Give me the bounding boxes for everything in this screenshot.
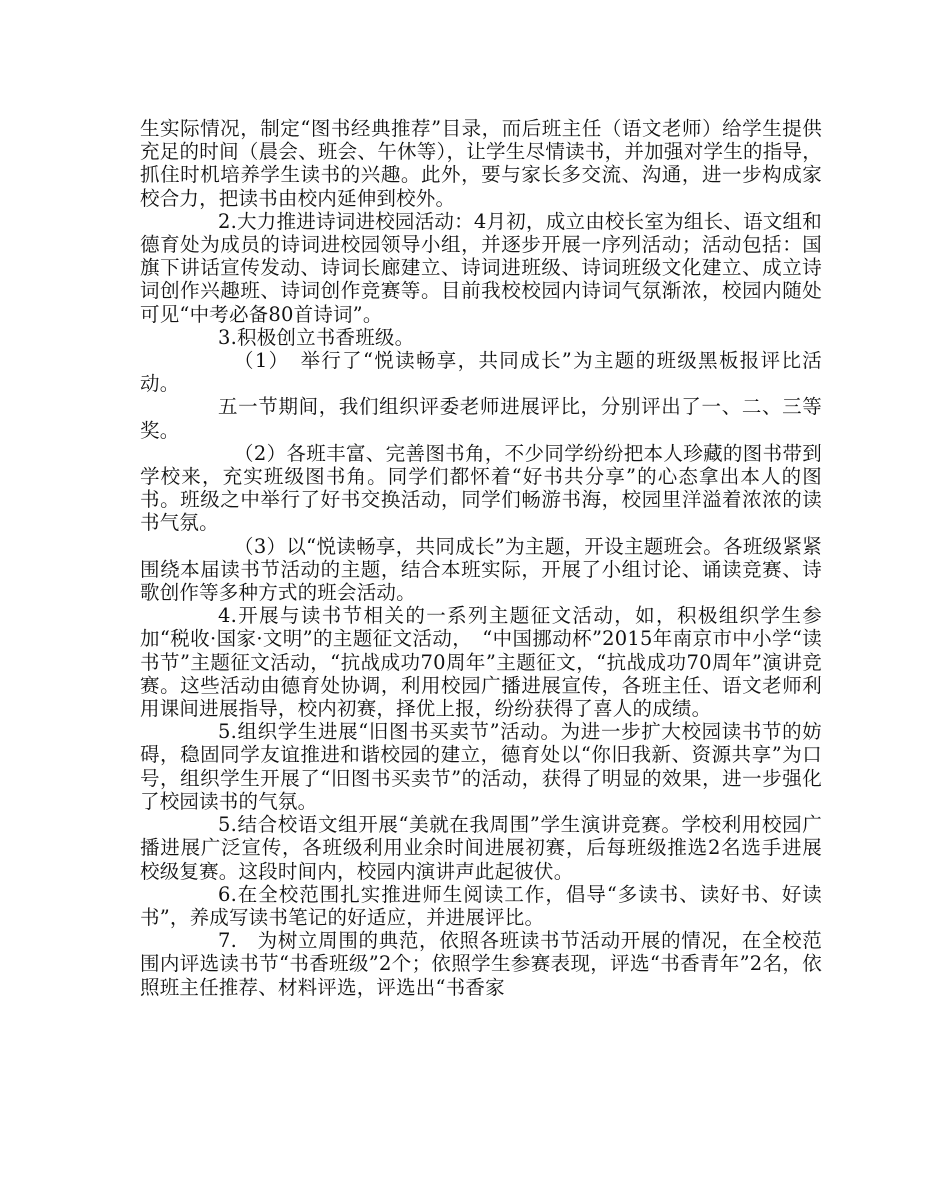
paragraph-continuation: 生实际情况，制定“图书经典推荐”目录，而后班主任（语文老师）给学生提供充足的时间（晨会、班会、午休等），让学生尽情读书，并加强对学生的指导，抓住时机培养学生读书的兴趣。此外，要与家长多交流、沟通，进一步构成家校合力，把读书由校内延伸到校外。 [140,117,822,210]
paragraph-item-4: 4.开展与读书节相关的一系列主题征文活动，如，积极组织学生参加“税收·国家·文明”的主题征文活动， “中国挪动杯”2015年南京市中小学“读书节”主题征文活动，“抗战成功70周年”主题征文，“抗战成功70周年”演讲竞赛。这些活动由德育处协调，利用校园广播进展宣传，各班主任、语文老师利用课间进展指导，校内初赛，择优上报，纷纷获得了喜人的成绩。 [140,604,822,721]
paragraph-item-5a: 5.组织学生进展“旧图书买卖节”活动。为进一步扩大校园读书节的妨碍，稳固同学友谊推进和谐校园的建立，德育处以“你旧我新、资源共享”为口号，组织学生开展了“旧图书买卖节”的活动，获得了明显的效果，进一步强化了校园读书的气氛。 [140,720,822,813]
paragraph-sub-3: （3）以“悦读畅享，共同成长”为主题，开设主题班会。各班级紧紧围绕本届读书节活动的主题，结合本班实际，开展了小组讨论、诵读竞赛、诗歌创作等多种方式的班会活动。 [140,534,822,605]
paragraph-item-5b: 5.结合校语文组开展“美就在我周围”学生演讲竞赛。学校利用校园广播进展广泛宣传，各班级利用业余时间进展初赛，后每班级推选2名选手进展校级复赛。这段时间内，校园内演讲声此起彼伏。 [140,813,822,883]
paragraph-item-7: 7. 为树立周围的典范，依照各班读书节活动开展的情况，在全校范围内评选读书节“书香班级”2个；依照学生参赛表现，评选“书香青年”2名，依照班主任推荐、材料评选，评选出“书香家 [140,929,822,999]
paragraph-item-3: 3.积极创立书香班级。 [218,325,415,349]
paragraph-item-6: 6.在全校范围扎实推进师生阅读工作，倡导“多读书、读好书、好读书”，养成写读书笔记的好适应，并进展评比。 [140,882,822,929]
paragraph-item-2: 2.大力推进诗词进校园活动：4月初，成立由校长室为组长、语文组和德育处为成员的诗词进校园领导小组，并逐步开展一序列活动；活动包括：国旗下讲话宣传发动、诗词长廊建立、诗词进班级、诗词班级文化建立、成立诗词创作兴趣班、诗词创作竞赛等。目前我校校园内诗词气氛渐浓，校园内随处可见“中考必备80首诗词”。 [140,209,822,326]
paragraph-sub-1: （1） 举行了“悦读畅享，共同成长”为主题的班级黑板报评比活动。 [140,349,822,396]
paragraph-may-day: 五一节期间，我们组织评委老师进展评比，分别评出了一、二、三等奖。 [140,395,822,442]
paragraph-sub-2: （2）各班丰富、完善图书角，不少同学纷纷把本人珍藏的图书带到学校来，充实班级图书角。同学们都怀着“好书共分享”的心态拿出本人的图书。班级之中举行了好书交换活动，同学们畅游书海，校园里洋溢着浓浓的读书气氛。 [140,441,822,535]
